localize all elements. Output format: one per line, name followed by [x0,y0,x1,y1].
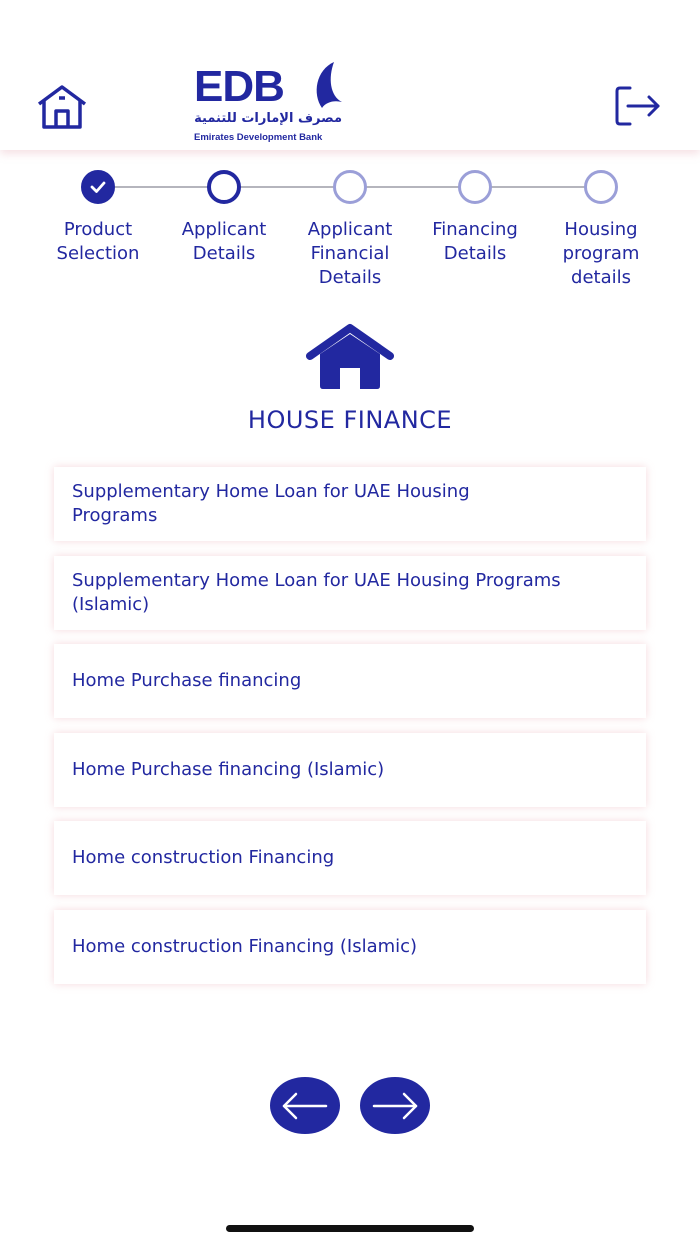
progress-stepper [0,170,700,300]
app-header [0,0,700,150]
step-label: Applicant Financial Details [307,219,393,288]
step-indicator [333,170,367,204]
home-indicator[interactable] [226,1225,474,1232]
house-icon [306,322,394,394]
next-button[interactable] [360,1077,430,1134]
arrow-right-icon [370,1091,420,1121]
step-label: Applicant Details [181,219,267,264]
product-option[interactable] [54,467,646,541]
product-option[interactable] [54,644,646,718]
step-label: Product Selection [56,219,140,264]
product-label: Supplementary Home Loan for UAE Housing Programs [72,481,470,526]
check-icon [81,170,115,204]
logo-arabic: مصرف الإمارات للتنمية [194,111,342,126]
product-label: Supplementary Home Loan for UAE Housing Programs (Islamic) [72,570,561,615]
logo-text: EDB [194,62,284,111]
step-indicator [584,170,618,204]
product-label: Home Purchase financing [72,670,302,691]
logout-button[interactable] [612,84,662,128]
product-label: Home construction Financing (Islamic) [72,936,418,957]
section-title: HOUSE FINANCE [247,406,453,434]
back-button[interactable] [270,1077,340,1134]
step-label: Financing Details [432,219,518,264]
step-label: Housing program details [562,219,640,288]
home-icon [36,84,88,130]
step-applicant-details [164,170,284,266]
product-label: Home Purchase financing (Islamic) [72,759,385,780]
step-product-selection [38,170,158,266]
step-applicant-financial-details [295,170,405,290]
logo-english: Emirates Development Bank [194,132,323,143]
step-indicator [458,170,492,204]
step-housing-program-details [551,170,651,290]
product-option[interactable] [54,910,646,984]
home-button[interactable] [36,84,88,130]
product-option[interactable] [54,821,646,895]
product-label: Home construction Financing [72,847,335,868]
product-option[interactable] [54,733,646,807]
arrow-left-icon [280,1091,330,1121]
step-indicator [207,170,241,204]
step-financing-details [420,170,530,266]
logout-icon [612,84,662,128]
sail-icon [304,62,344,110]
product-option[interactable] [54,556,646,630]
edb-logo [194,62,346,148]
logo-mark [194,62,346,111]
